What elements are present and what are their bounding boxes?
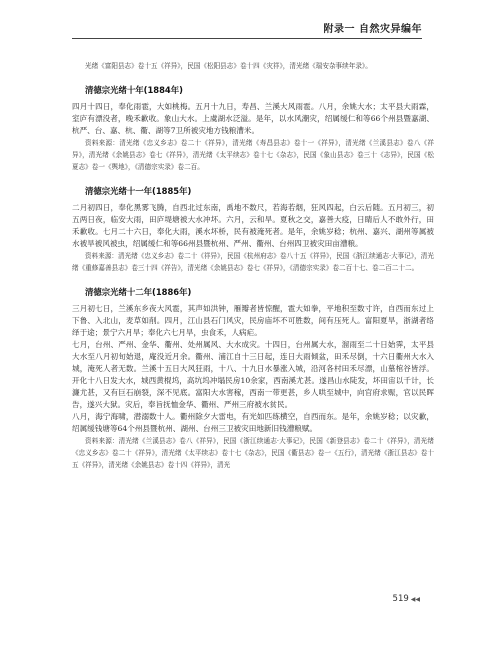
section-1884 <box>72 85 434 173</box>
header-divider <box>72 38 422 39</box>
paragraph: 三月初七日，兰溪东乡夜大风雹，其声如洪钟，雁瓣者皆惊醒，雹大如拳，平地积至数寸许，自西而东过上下鲁、入北山，麦草如削。四月，江山县石门风灾，民房庙坏不可胜数，间有压死人。富阳夏旱，浙湖者络绎于途；景宁六月旱；奉化六七月旱，虫食禾，人病疟。 <box>72 304 434 337</box>
section-heading: 清德宗光绪十年(1884年) <box>85 85 183 95</box>
intro-source: 光绪《富阳县志》卷十五《祥异》，民国《松阳县志》卷十四《灾祥》，清光绪《瑞安杂事续年录》。 <box>85 62 372 70</box>
paragraph: 四月十四日，奉化雨雹，大如桃梅。五月十九日，寿昌、兰溪大风雨雹。八月，余姚大水；太平县大雨霖，室庐有漂没者，晚禾歉收。象山大水。上虞湖水泛溢。是年，以水风潮灾，绍属缓仁和等66个州县暨嘉湖、杭严、台、嘉、杭、衢、湖等7卫所被灾地方钱粮漕米。 <box>72 102 434 135</box>
section-1886 <box>72 287 434 471</box>
paragraph: 二月初四日，奉化黑雾飞腾，自西北过东南，禹地不数尺，若海若烟，狂风四起，白云后随。五月初三，初五两日夜，临安大雨，田庐堤塘被大水冲坏。六月，云和旱。夏秋之交，嘉善大疫，日睛后人不敢外行，田禾歉收。七月二十六日，奉化大雨，溪水坏桥，民有被淹死者。是年，余姚岁稔；杭州、嘉兴、湖州等属被水被旱被风被虫，绍属缓仁和等66州县暨杭州、严州、衢州、台州四卫被灾田亩漕粮。 <box>72 203 434 248</box>
running-header <box>0 20 480 36</box>
page-body <box>72 60 434 471</box>
source-note: 资料来源：清光绪《忠义乡志》卷二十《祥异》，清光绪《寿昌县志》卷十一《祥异》，清光绪《兰溪县志》卷八《祥异》，清光绪《余姚县志》卷七《祥异》，清光绪《太平续志》卷十七《杂志》，民国《象山县志》卷三十《志异》，民国《松夏志》卷一《舆地》，《清德宗实录》卷二百。 <box>72 139 434 171</box>
paragraph: 八月，海宁海啸，潜溺数十人。衢州除夕大雷电，有光如匹练横空，自西而东。是年，余姚岁稔；以灾歉，绍属缓钱塘等64个州县暨杭州、湖州、台州三卫被灾田地新旧钱漕粮赋。 <box>72 412 434 433</box>
page-number <box>393 594 420 604</box>
source-note: 资料来源：清光绪《兰溪县志》卷八《祥异》，民国《浙江续通志·大事记》，民国《新登县志》卷二十《祥异》，清光绪《忠义乡志》卷二十《祥异》，清光绪《太平续志》卷十七《杂志》，民国《衢县志》卷一《五行》，清光绪《浙江县志》卷十五《祥异》，清光绪《余姚县志》卷十四《祥异》，清光 <box>72 437 434 469</box>
page-number-value: 519 <box>392 594 409 604</box>
source-note: 资料来源：清光绪《忠义乡志》卷二十《祥异》，民国《杭州府志》卷八十五《祥异》，民国《浙江续通志·大事记》，清光绪《重修嘉善县志》卷三十四《祥告》，清光绪《余姚县志》卷七《祥异》，《清德宗实录》卷二百十七、卷二百二十二。 <box>72 252 434 272</box>
paragraph: 七月，台州、严州、金华、衢州、处州属风、大水成灾。十四日，台州属大水，溜雨至二十日始霁，太平县大水至八月初旬始退，庵没近月余。衢州、浦江自十三日起，连日大雨倾盆，田禾尽倒，十六日衢州大水入城，淹死人者无数。兰溪十五日大风狂雨，十八、十九日水暴涨入城，沿河各村田禾尽漂，山墓棺谷皆浮。开化十八日发大水，城西黄棍坞，高坑坞冲塌民房10余家，西南溪尤甚。遂昌山水陡发，坏田宙以千计，长濂尤甚，又有巨石崩裂，深不见底。富阳大水害稼，西南一带更甚，乡人哄至城中，向官府求赈，官以民晖告，遂兴大狱。灾后，奉旨抚恤金华、衢州、严州三府被水贫民。 <box>72 340 434 409</box>
running-title: 附录一 自然灾异编年 <box>323 24 422 35</box>
section-heading: 清德宗光绪十一年(1885年) <box>85 186 192 196</box>
section-1885 <box>72 186 434 274</box>
page-arrows-icon: ◀◀ <box>410 596 420 603</box>
section-heading: 清德宗光绪十二年(1886年) <box>85 287 192 297</box>
